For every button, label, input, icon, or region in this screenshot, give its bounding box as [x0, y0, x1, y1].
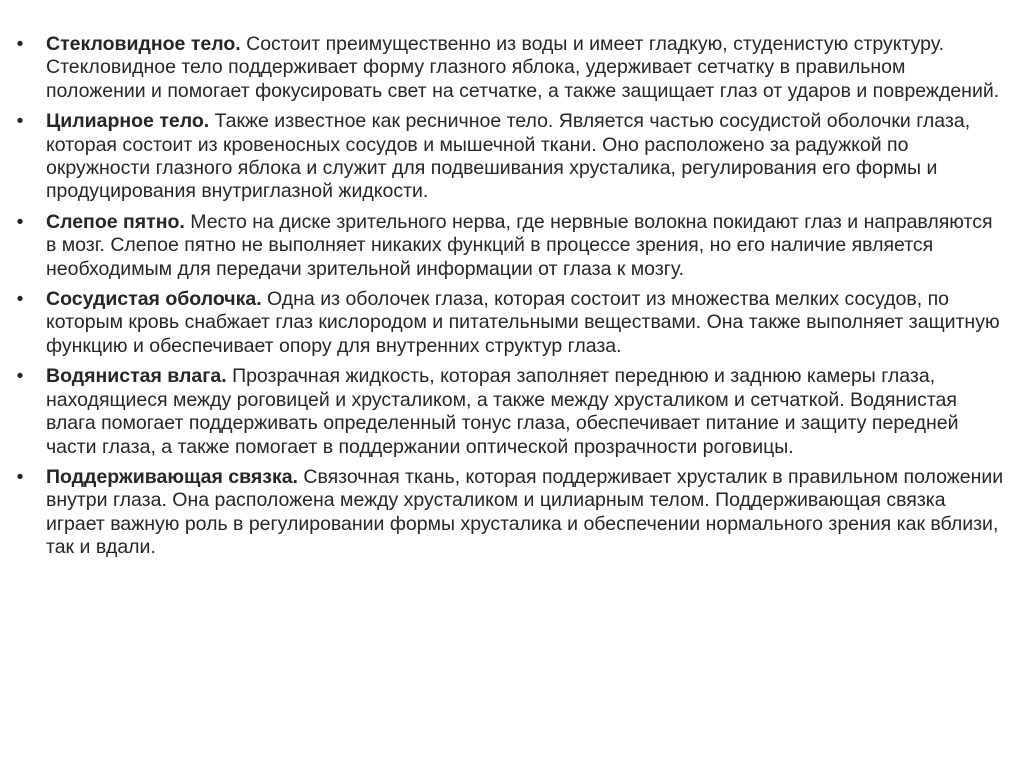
- list-item: [10, 288, 1004, 358]
- bullet-icon: •: [16, 288, 24, 311]
- bullet-icon: •: [16, 33, 24, 55]
- item-text: Прозрачная жидкость, которая заполняет переднюю и заднюю камеры глаза, находящиеся между роговицей и хрусталиком, а также между хрусталиком и сетчаткой. Водянистая влага помогает поддерживать определенный тонус глаза, обеспечивает питание и защиту передней части глаза, а также помогает в поддержании оптической прозрачности роговицы.: [46, 365, 959, 458]
- item-term: Цилиарное тело.: [46, 110, 210, 133]
- list-item: [10, 466, 1004, 560]
- item-text: Также известное как ресничное тело. Является частью сосудистой оболочки глаза, которая состоит из кровеносных сосудов и мышечной ткани. Оно расположено за радужкой по окружности глазного яблока и служит для подвешивания хрусталика, регулирования его формы и продуцирования внутриглазной жидкости.: [46, 110, 971, 203]
- item-term: Стекловидное тело.: [46, 33, 241, 55]
- bullet-icon: •: [16, 365, 24, 388]
- item-term: Водянистая влага.: [46, 365, 227, 388]
- item-text: Связочная ткань, которая поддерживает хрусталик в правильном положении внутри глаза. Она расположена между хрусталиком и цилиарным телом. Поддерживающая связка играет важную роль в регулировании формы хрусталика и обеспечении нормального зрения как вблизи, так и вдали.: [46, 465, 1004, 559]
- item-text: Одна из оболочек глаза, которая состоит из множества мелких сосудов, по которым кровь снабжает глаз кислородом и питательными веществами. Она также выполняет защитную функцию и обеспечивает опору для внутренних структур глаза.: [46, 288, 1000, 357]
- bullet-list: [10, 33, 1004, 560]
- item-text: Состоит преимущественно из воды и имеет гладкую, студенистую структуру. Стекловидное тело поддерживает форму глазного яблока, удерживает сетчатку в правильном положении и помогает фокусировать свет на сетчатке, а также защищает глаз от ударов и повреждений.: [46, 33, 1000, 102]
- bullet-icon: •: [16, 465, 24, 488]
- list-item: [10, 33, 1004, 103]
- list-item: [10, 365, 1004, 459]
- item-term: Поддерживающая связка.: [46, 465, 298, 488]
- item-text: Место на диске зрительного нерва, где нервные волокна покидают глаз и направляются в мозг. Слепое пятно не выполняет никаких функций в процессе зрения, но его наличие является необходимым для передачи зрительной информации от глаза к мозгу.: [46, 210, 993, 280]
- bullet-icon: •: [16, 210, 24, 233]
- list-item: [10, 110, 1004, 204]
- list-item: [10, 211, 1004, 281]
- item-term: Слепое пятно.: [46, 210, 185, 233]
- bullet-icon: •: [16, 110, 24, 133]
- item-term: Сосудистая оболочка.: [46, 288, 262, 311]
